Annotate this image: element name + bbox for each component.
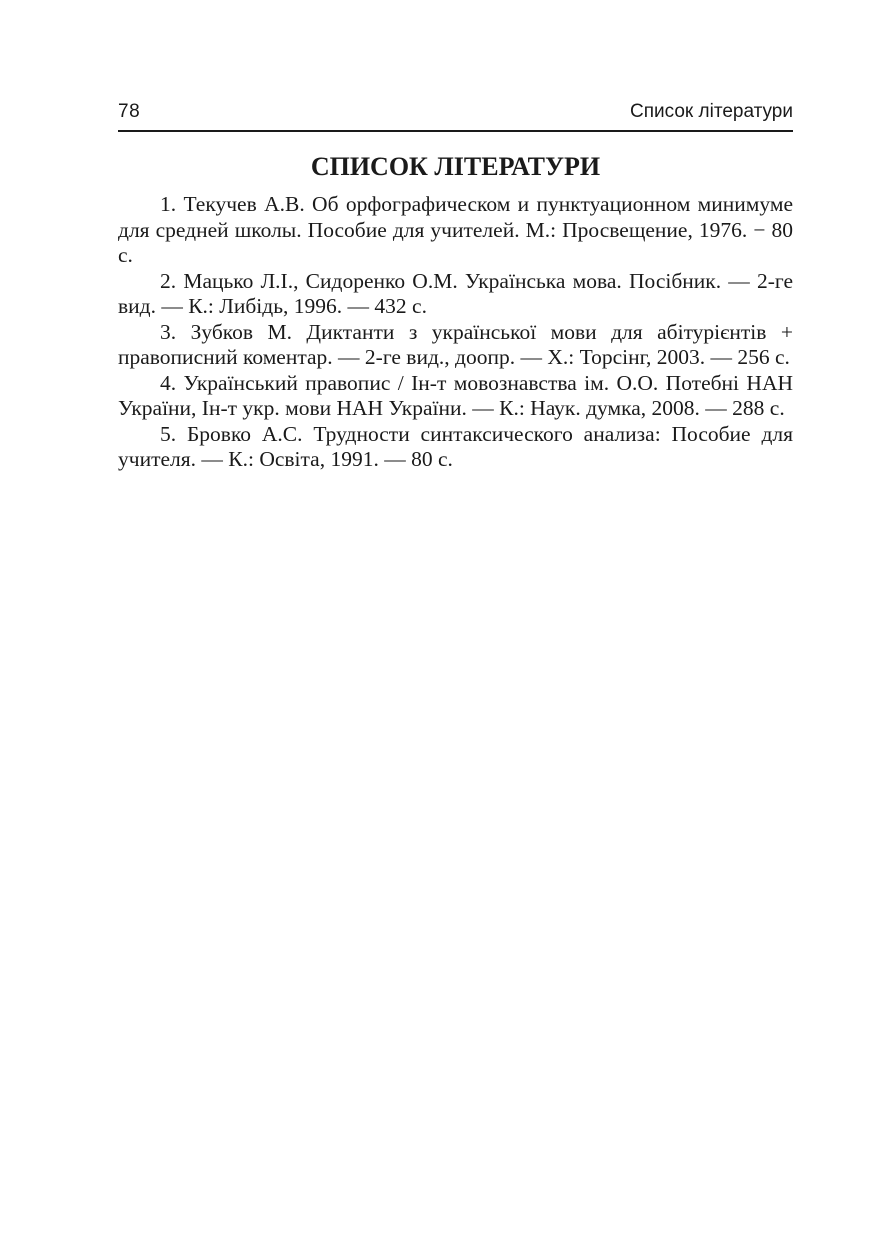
reference-item: 2. Мацько Л.І., Сидоренко О.М. Українська мова. Посібник. — 2-ге вид. — К.: Либідь, 1996. — 432 с. (118, 268, 793, 318)
running-title: Список літератури (630, 101, 793, 122)
reference-list (118, 192, 793, 473)
reference-item: 3. Зубков М. Диктанти з української мови для абітурієнтів + правописний коментар. — 2-ге вид., доопр. — Х.: Торсінг, 2003. — 256 с. (118, 319, 793, 369)
reference-item: 4. Український правопис / Ін-т мовознавства ім. О.О. Потебні НАН України, Ін-т укр. мови НАН України. — К.: Наук. думка, 2008. — 288 с. (118, 370, 793, 420)
page-number: 78 (118, 101, 141, 122)
page (118, 100, 793, 473)
reference-item: 5. Бровко А.С. Трудности синтаксического анализа: Пособие для учителя. — К.: Освіта, 1991. — 80 с. (118, 421, 793, 471)
reference-item: 1. Текучев А.В. Об орфографическом и пунктуационном минимуме для средней школы. Пособие для учителей. М.: Просвещение, 1976. − 80 с. (118, 192, 793, 267)
section-title: СПИСОК ЛІТЕРАТУРИ (310, 152, 601, 181)
running-header (118, 100, 793, 132)
